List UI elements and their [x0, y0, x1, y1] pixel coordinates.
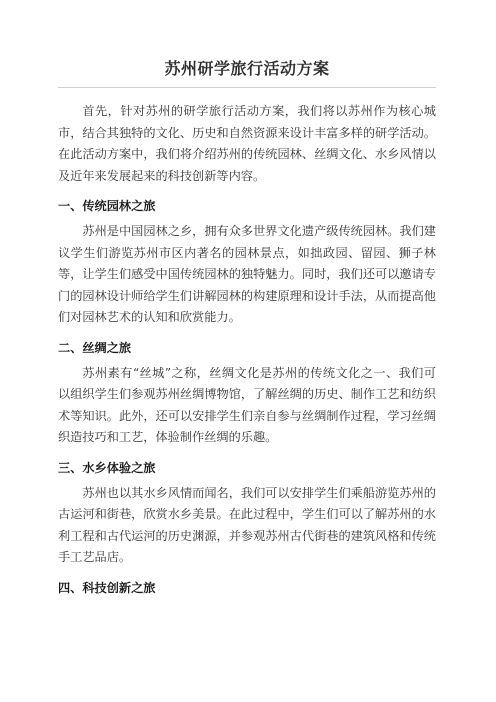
section-body-silk: 苏州素有“丝城”之称，丝绸文化是苏州的传统文化之一、我们可以组织学生们参观苏州丝绸博物馆，了解丝绸的历史、制作工艺和纺织术等知识。此外，还可以安排学生们亲自参与丝绸制作过程，学习丝绸织造技巧和工艺，体验制作丝绸的乐趣。: [58, 365, 436, 444]
section-heading-silk: 二、丝绸之旅: [58, 340, 132, 355]
section-body-water-town: 苏州也以其水乡风情而闻名，我们可以安排学生们乘船游览苏州的古运河和街巷，欣赏水乡美景。在此过程中，学生们可以了解苏州的水利工程和古代运河的历史渊源，并参观苏州古代街巷的建筑风格和传统手工艺品店。: [58, 485, 436, 564]
section-heading-gardens: 一、传统园林之旅: [58, 199, 156, 213]
section-body-gardens: 苏州是中国园林之乡，拥有众多世界文化遗产级传统园林。我们建议学生们游览苏州市区内著名的园林景点，如拙政园、留园、狮子林等，让学生们感受中国传统园林的独特魅力。同时，我们还可以邀请专门的园林设计师给学生们讲解园林的构建原理和设计手法，从而提高他们对园林艺术的认知和欣赏能力。: [58, 224, 436, 324]
section-heading-tech: 四、科技创新之旅: [58, 580, 156, 595]
intro-paragraph: 首先，针对苏州的研学旅行活动方案，我们将以苏州作为核心城市，结合其独特的文化、历史和自然资源来设计丰富多样的研学活动。在此活动方案中，我们将介绍苏州的传统园林、丝绸文化、水乡风情以及近年来发展起来的科技创新等内容。: [58, 104, 436, 183]
section-heading-water-town: 三、水乡体验之旅: [58, 460, 156, 475]
page-title: 苏州研学旅行活动方案: [164, 59, 330, 78]
title-divider: [58, 87, 436, 88]
